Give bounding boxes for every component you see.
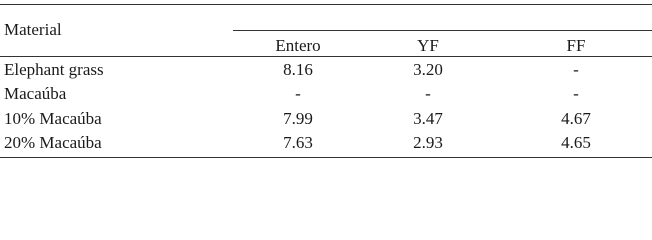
table-cell: 4.67 (561, 109, 591, 128)
header-bottom-rule (0, 56, 652, 57)
table-cell: 4.65 (561, 133, 591, 152)
table-cell: 8.16 (283, 60, 313, 79)
column-header-entero: Entero (275, 36, 321, 55)
table-cell: - (573, 84, 579, 103)
table-cell: 2.93 (413, 133, 443, 152)
column-group-rule (233, 30, 652, 31)
table-cell: - (425, 84, 431, 103)
row-label: 10% Macaúba (4, 109, 102, 128)
table-bottom-rule (0, 157, 652, 158)
table-cell: 3.20 (413, 60, 443, 79)
table-cell: - (573, 60, 579, 79)
table-cell: 3.47 (413, 109, 443, 128)
table-cell: - (295, 84, 301, 103)
table-cell: 7.63 (283, 133, 313, 152)
table-top-rule (0, 4, 652, 5)
stub-header: Material (4, 20, 62, 39)
column-header-ff: FF (566, 36, 586, 55)
row-label: Elephant grass (4, 60, 104, 79)
column-header-yf: YF (417, 36, 439, 55)
row-label: Macaúba (4, 84, 67, 103)
table-cell: 7.99 (283, 109, 313, 128)
row-label: 20% Macaúba (4, 133, 102, 152)
